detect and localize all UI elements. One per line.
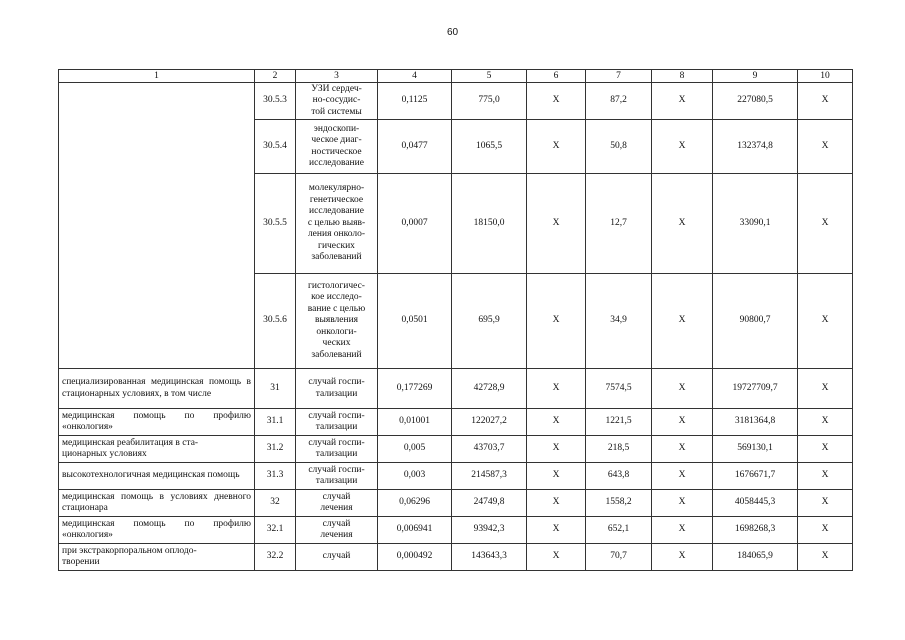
table-cell: 643,8 — [586, 463, 652, 490]
table-cell: 50,8 — [586, 120, 652, 174]
table-cell: 1676671,7 — [713, 463, 798, 490]
table-cell: 775,0 — [452, 83, 527, 120]
unit-cell: УЗИ сердеч- но-сосудис- той системы — [296, 83, 378, 120]
table-cell: 1065,5 — [452, 120, 527, 174]
service-name-cell: медицинская помощь по профилю «онкология» — [59, 409, 255, 436]
table-cell: 18150,0 — [452, 174, 527, 274]
table-row — [59, 517, 853, 544]
service-name-cell — [59, 83, 255, 369]
table-cell: 0,003 — [378, 463, 452, 490]
table-cell: 0,0477 — [378, 120, 452, 174]
table-cell: 3181364,8 — [713, 409, 798, 436]
table-cell: 218,5 — [586, 436, 652, 463]
row-code-cell: 31.3 — [255, 463, 296, 490]
service-name-cell: специализированная медицинская помощь в стационарных условиях, в том числе — [59, 369, 255, 409]
table-cell: 34,9 — [586, 274, 652, 369]
table-cell: Х — [652, 409, 713, 436]
table-cell: Х — [527, 517, 586, 544]
table-cell: 1698268,3 — [713, 517, 798, 544]
table-cell: 70,7 — [586, 544, 652, 571]
table-row — [59, 490, 853, 517]
table-cell: Х — [652, 517, 713, 544]
page-number: 60 — [446, 27, 459, 38]
unit-cell: случай лечения — [296, 490, 378, 517]
table-cell: Х — [527, 274, 586, 369]
table-cell: Х — [652, 83, 713, 120]
row-code-cell: 30.5.6 — [255, 274, 296, 369]
table-cell: 143643,3 — [452, 544, 527, 571]
table-cell: 0,000492 — [378, 544, 452, 571]
row-code-cell: 30.5.3 — [255, 83, 296, 120]
table-cell: Х — [527, 174, 586, 274]
table-cell: 569130,1 — [713, 436, 798, 463]
table-cell: 12,7 — [586, 174, 652, 274]
table-cell: Х — [527, 409, 586, 436]
header-cell: 1 — [59, 70, 255, 83]
table-cell: Х — [652, 174, 713, 274]
header-cell: 4 — [378, 70, 452, 83]
header-cell: 5 — [452, 70, 527, 83]
table-cell: Х — [652, 274, 713, 369]
table-cell: 90800,7 — [713, 274, 798, 369]
table-cell: 132374,8 — [713, 120, 798, 174]
table-cell: 0,0501 — [378, 274, 452, 369]
table-cell: Х — [798, 544, 853, 571]
header-cell: 7 — [586, 70, 652, 83]
table-cell: Х — [527, 490, 586, 517]
table-cell: Х — [652, 436, 713, 463]
header-cell: 3 — [296, 70, 378, 83]
table-cell: 184065,9 — [713, 544, 798, 571]
service-name-cell: медицинская помощь по профилю «онкология» — [59, 517, 255, 544]
table-cell: 1558,2 — [586, 490, 652, 517]
unit-cell: случай госпи- тализации — [296, 463, 378, 490]
table-cell: Х — [527, 369, 586, 409]
table-row — [59, 409, 853, 436]
table-cell: 0,1125 — [378, 83, 452, 120]
row-code-cell: 32.2 — [255, 544, 296, 571]
tariff-table — [58, 69, 853, 571]
table-cell: Х — [798, 463, 853, 490]
service-name-cell: высокотехнологичная медицинская помощь — [59, 463, 255, 490]
row-code-cell: 30.5.5 — [255, 174, 296, 274]
table-cell: Х — [798, 409, 853, 436]
table-cell: Х — [798, 274, 853, 369]
table-cell: Х — [527, 436, 586, 463]
table-cell: 4058445,3 — [713, 490, 798, 517]
table-cell: Х — [798, 174, 853, 274]
unit-cell: гистологичес- кое исследо- вание с целью выявления онкологи- ческих заболеваний — [296, 274, 378, 369]
header-cell: 8 — [652, 70, 713, 83]
table-cell: 0,0007 — [378, 174, 452, 274]
table-cell: Х — [652, 544, 713, 571]
service-name-cell: при экстракорпоральном оплодо- творении — [59, 544, 255, 571]
table-cell: 0,01001 — [378, 409, 452, 436]
unit-cell: молекулярно- генетическое исследование с целью выяв- ления онколо- гических заболеваний — [296, 174, 378, 274]
table-cell: 19727709,7 — [713, 369, 798, 409]
table-cell: Х — [527, 544, 586, 571]
table-cell: 122027,2 — [452, 409, 527, 436]
header-row — [59, 70, 853, 83]
header-cell: 6 — [527, 70, 586, 83]
unit-cell: случай госпи- тализации — [296, 369, 378, 409]
table-row — [59, 544, 853, 571]
table-cell: 652,1 — [586, 517, 652, 544]
table-cell: 214587,3 — [452, 463, 527, 490]
table-cell: Х — [527, 463, 586, 490]
table-row — [59, 83, 853, 120]
unit-cell: случай госпи- тализации — [296, 436, 378, 463]
table-cell: Х — [652, 463, 713, 490]
table-cell: 227080,5 — [713, 83, 798, 120]
table-cell: 695,9 — [452, 274, 527, 369]
table-cell: Х — [527, 83, 586, 120]
row-code-cell: 32.1 — [255, 517, 296, 544]
table-cell: 87,2 — [586, 83, 652, 120]
unit-cell: случай — [296, 544, 378, 571]
table-cell: 0,06296 — [378, 490, 452, 517]
table-cell: 7574,5 — [586, 369, 652, 409]
table-cell: 43703,7 — [452, 436, 527, 463]
header-cell: 2 — [255, 70, 296, 83]
table-cell: Х — [798, 436, 853, 463]
row-code-cell: 32 — [255, 490, 296, 517]
table-cell: 33090,1 — [713, 174, 798, 274]
table-cell: Х — [798, 517, 853, 544]
header-cell: 9 — [713, 70, 798, 83]
table-cell: Х — [652, 369, 713, 409]
table-row — [59, 463, 853, 490]
service-name-cell: медицинская реабилитация в ста- ционарных условиях — [59, 436, 255, 463]
table-cell: 1221,5 — [586, 409, 652, 436]
row-code-cell: 31 — [255, 369, 296, 409]
row-code-cell: 31.1 — [255, 409, 296, 436]
table-cell: Х — [798, 369, 853, 409]
unit-cell: случай госпи- тализации — [296, 409, 378, 436]
table-cell: 42728,9 — [452, 369, 527, 409]
table-row — [59, 369, 853, 409]
table-row — [59, 436, 853, 463]
table-cell: Х — [527, 120, 586, 174]
unit-cell: случай лечения — [296, 517, 378, 544]
table-cell: 24749,8 — [452, 490, 527, 517]
table-cell: Х — [652, 120, 713, 174]
table-cell: 93942,3 — [452, 517, 527, 544]
table-cell: Х — [798, 120, 853, 174]
table-body — [59, 70, 853, 571]
table-cell: 0,177269 — [378, 369, 452, 409]
row-code-cell: 31.2 — [255, 436, 296, 463]
unit-cell: эндоскопи- ческое диаг- ностическое исследование — [296, 120, 378, 174]
service-name-cell: медицинская помощь в условиях дневного стационара — [59, 490, 255, 517]
table-cell: Х — [798, 490, 853, 517]
table-cell: Х — [798, 83, 853, 120]
table-cell: 0,005 — [378, 436, 452, 463]
header-cell: 10 — [798, 70, 853, 83]
table-cell: Х — [652, 490, 713, 517]
table-cell: 0,006941 — [378, 517, 452, 544]
row-code-cell: 30.5.4 — [255, 120, 296, 174]
